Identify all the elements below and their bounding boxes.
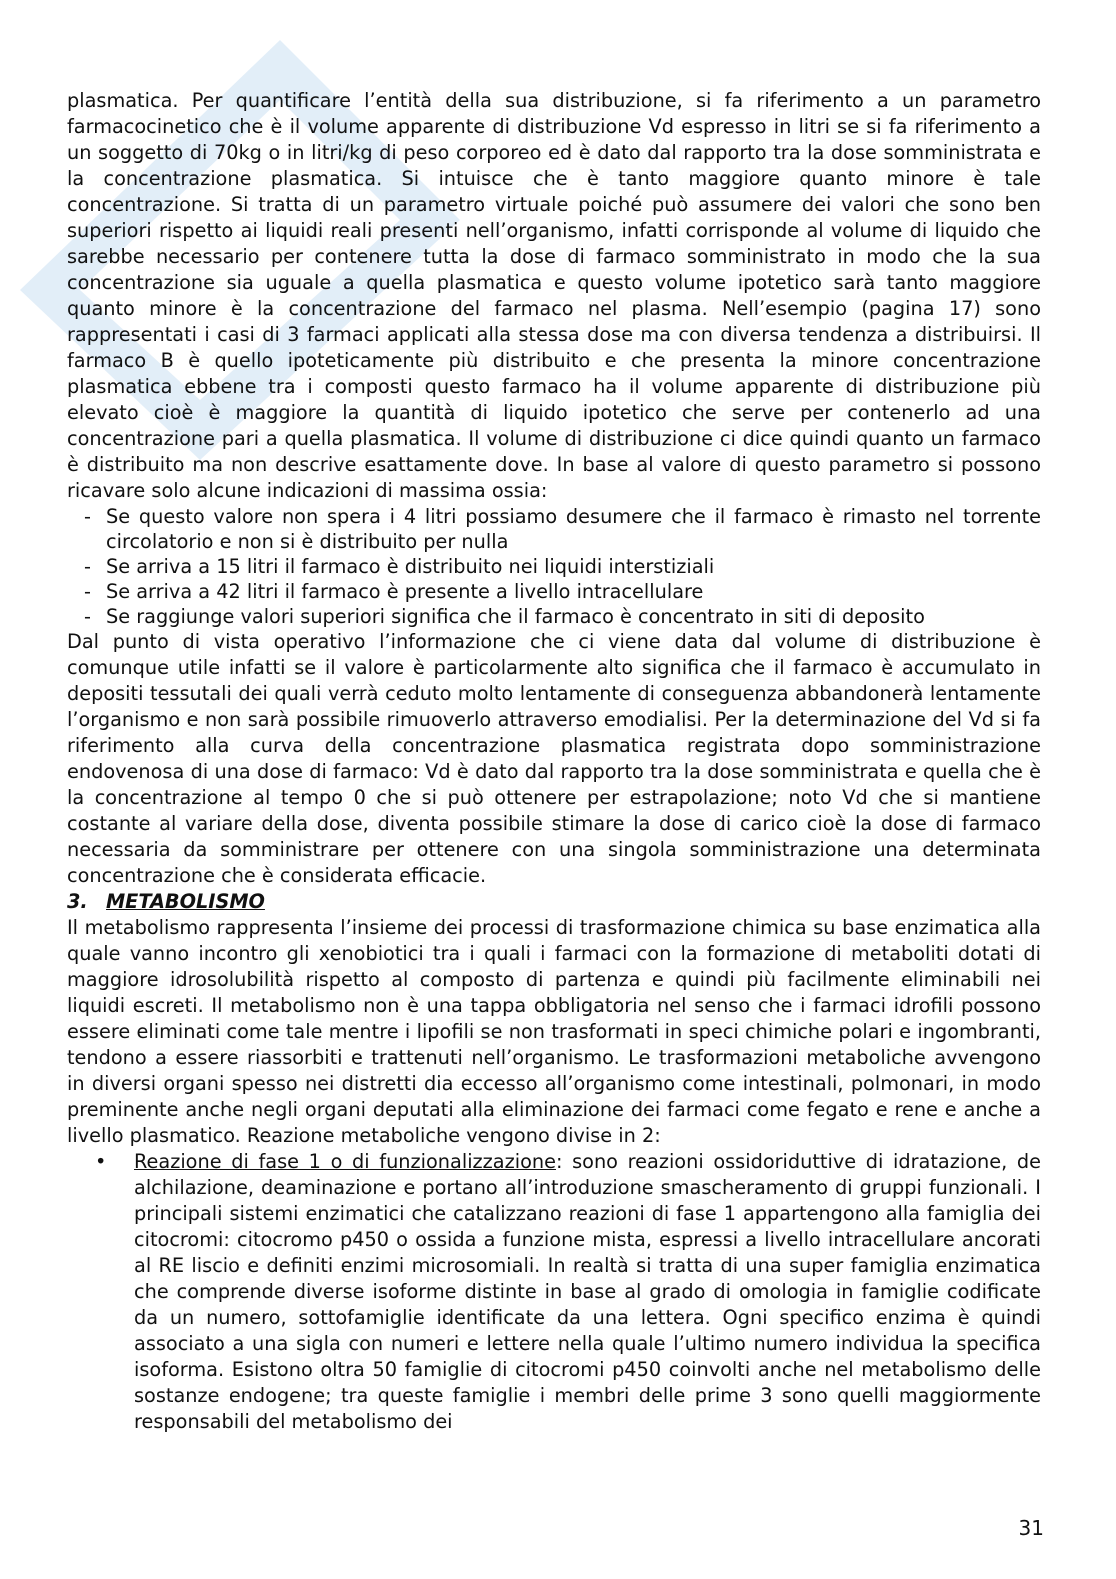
list-item bbox=[67, 604, 1041, 629]
list-item bbox=[67, 504, 1041, 554]
dash-marker: - bbox=[84, 605, 91, 628]
dash-marker: - bbox=[84, 505, 91, 528]
bullet-marker: • bbox=[95, 1150, 107, 1173]
dash-list bbox=[67, 504, 1041, 629]
list-item-text: Se arriva a 42 litri il farmaco è presente a livello intracellulare bbox=[106, 580, 704, 603]
dash-marker: - bbox=[84, 580, 91, 603]
bullet-item-fase-1 bbox=[67, 1149, 1041, 1435]
list-item-text: Se raggiunge valori superiori significa che il farmaco è concentrato in siti di deposito bbox=[106, 605, 925, 628]
section-heading-metabolismo bbox=[67, 889, 1041, 915]
heading-number: 3. bbox=[67, 890, 88, 913]
paragraph-operativo: Dal punto di vista operativo l’informazione che ci viene data dal volume di distribuzione è comunque utile infatti se il valore è particolarmente alto significa che il farmaco è accumulato in depositi tessutali dei quali verrà ceduto molto lentamente di conseguenza abbandonerà lentamente l’organismo e non sarà possibile rimuoverlo attraverso emodialisi. Per la determinazione del Vd si fa riferimento alla curva della concentrazione plasmatica registrata dopo somministrazione endovenosa di una dose di farmaco: Vd è dato dal rapporto tra la dose somministrata e quella che è la concentrazione al tempo 0 che si può ottenere per estrapolazione; noto Vd che si mantiene costante al variare della dose, diventa possibile stimare la dose di carico cioè la dose di farmaco necessaria da somministrare per ottenere con una singola somministrazione una determinata concentrazione che è considerata efficacie. bbox=[67, 630, 1041, 887]
page-number: 31 bbox=[1018, 1516, 1044, 1540]
list-item bbox=[67, 579, 1041, 604]
bullet-text: : sono reazioni ossidoriduttive di idratazione, de alchilazione, deaminazione e portano all’introduzione smascheramento di gruppi funzionali. I principali sistemi enzimatici che catalizzano reazioni di fase 1 appartengono alla famiglia dei citocromi: citocromo p450 o ossida a funzione mista, espressi a livello intracellulare ancorati al RE liscio e definiti enzimi microsomiali. In realtà si tratta di una super famiglia enzimatica che comprende diverse isoforme distinte in base al grado di omologia in famiglie codificate da un numero, sottofamiglie identificate da una lettera. Ogni specifico enzima è quindi associato a una sigla con numeri e lettere nella quale l’ultimo numero individua la specifica isoforma. Esistono oltra 50 famiglie di citocromi p450 coinvolti anche nel metabolismo delle sostanze endogene; tra queste famiglie i membri delle prime 3 sono quelli maggiormente responsabili del metabolismo dei bbox=[134, 1150, 1041, 1433]
list-item-text: Se questo valore non spera i 4 litri possiamo desumere che il farmaco è rimasto nel torrente circolatorio e non si è distribuito per nulla bbox=[106, 505, 1041, 553]
paragraph-metabolismo: Il metabolismo rappresenta l’insieme dei processi di trasformazione chimica su base enzimatica alla quale vanno incontro gli xenobiotici tra i quali i farmaci con la formazione di metaboliti dotati di maggiore idrosolubilità rispetto al composto di partenza e quindi più facilmente eliminabili nei liquidi escreti. Il metabolismo non è una tappa obbligatoria nel senso che i farmaci idrofili possono essere eliminati come tale mentre i lipofili se non trasformati in speci chimiche polari e ingombranti, tendono a essere riassorbiti e trattenuti nell’organismo. Le trasformazioni metaboliche avvengono in diversi organi spesso nei distretti dia eccesso all’organismo come intestinali, polmonari, in modo preminente anche negli organi deputati alla eliminazione dei farmaci come fegato e rene e anche a livello plasmatico. Reazione metaboliche vengono divise in 2: bbox=[67, 916, 1041, 1147]
list-item bbox=[67, 554, 1041, 579]
paragraph-volume-distribuzione: plasmatica. Per quantificare l’entità della sua distribuzione, si fa riferimento a un parametro farmacocinetico che è il volume apparente di distribuzione Vd espresso in litri se si fa riferimento a un soggetto di 70kg o in litri/kg di peso corporeo ed è dato dal rapporto tra la dose somministrata e la concentrazione plasmatica. Si intuisce che è tanto maggiore quanto minore è tale concentrazione. Si tratta di un parametro virtuale poiché può assumere dei valori che sono ben superiori rispetto ai liquidi reali presenti nell’organismo, infatti corrisponde al volume di liquido che sarebbe necessario per contenere tutta la dose di farmaco somministrato in modo che la sua concentrazione sia uguale a quella plasmatica e questo volume ipotetico sarà tanto maggiore quanto minore è la concentrazione del farmaco nel plasma. Nell’esempio (pagina 17) sono rappresentati i casi di 3 farmaci applicati alla stessa dose ma con diversa tendenza a distribuirsi. Il farmaco B è quello ipoteticamente più distribuito e che presenta la minore concentrazione plasmatica ebbene tra i composti questo farmaco ha il volume apparente di distribuzione più elevato cioè è maggiore la quantità di liquido ipotetico che serve per contenerlo ad una concentrazione pari a quella plasmatica. Il volume di distribuzione ci dice quindi quanto un farmaco è distribuito ma non descrive esattamente dove. In base al valore di questo parametro si possono ricavare solo alcune indicazioni di massima ossia: bbox=[67, 89, 1041, 502]
list-item-text: Se arriva a 15 litri il farmaco è distribuito nei liquidi interstiziali bbox=[106, 555, 715, 578]
heading-title: METABOLISMO bbox=[106, 890, 265, 913]
bullet-term: Reazione di fase 1 o di funzionalizzazione bbox=[134, 1150, 556, 1173]
dash-marker: - bbox=[84, 555, 91, 578]
document-page bbox=[67, 88, 1041, 1435]
